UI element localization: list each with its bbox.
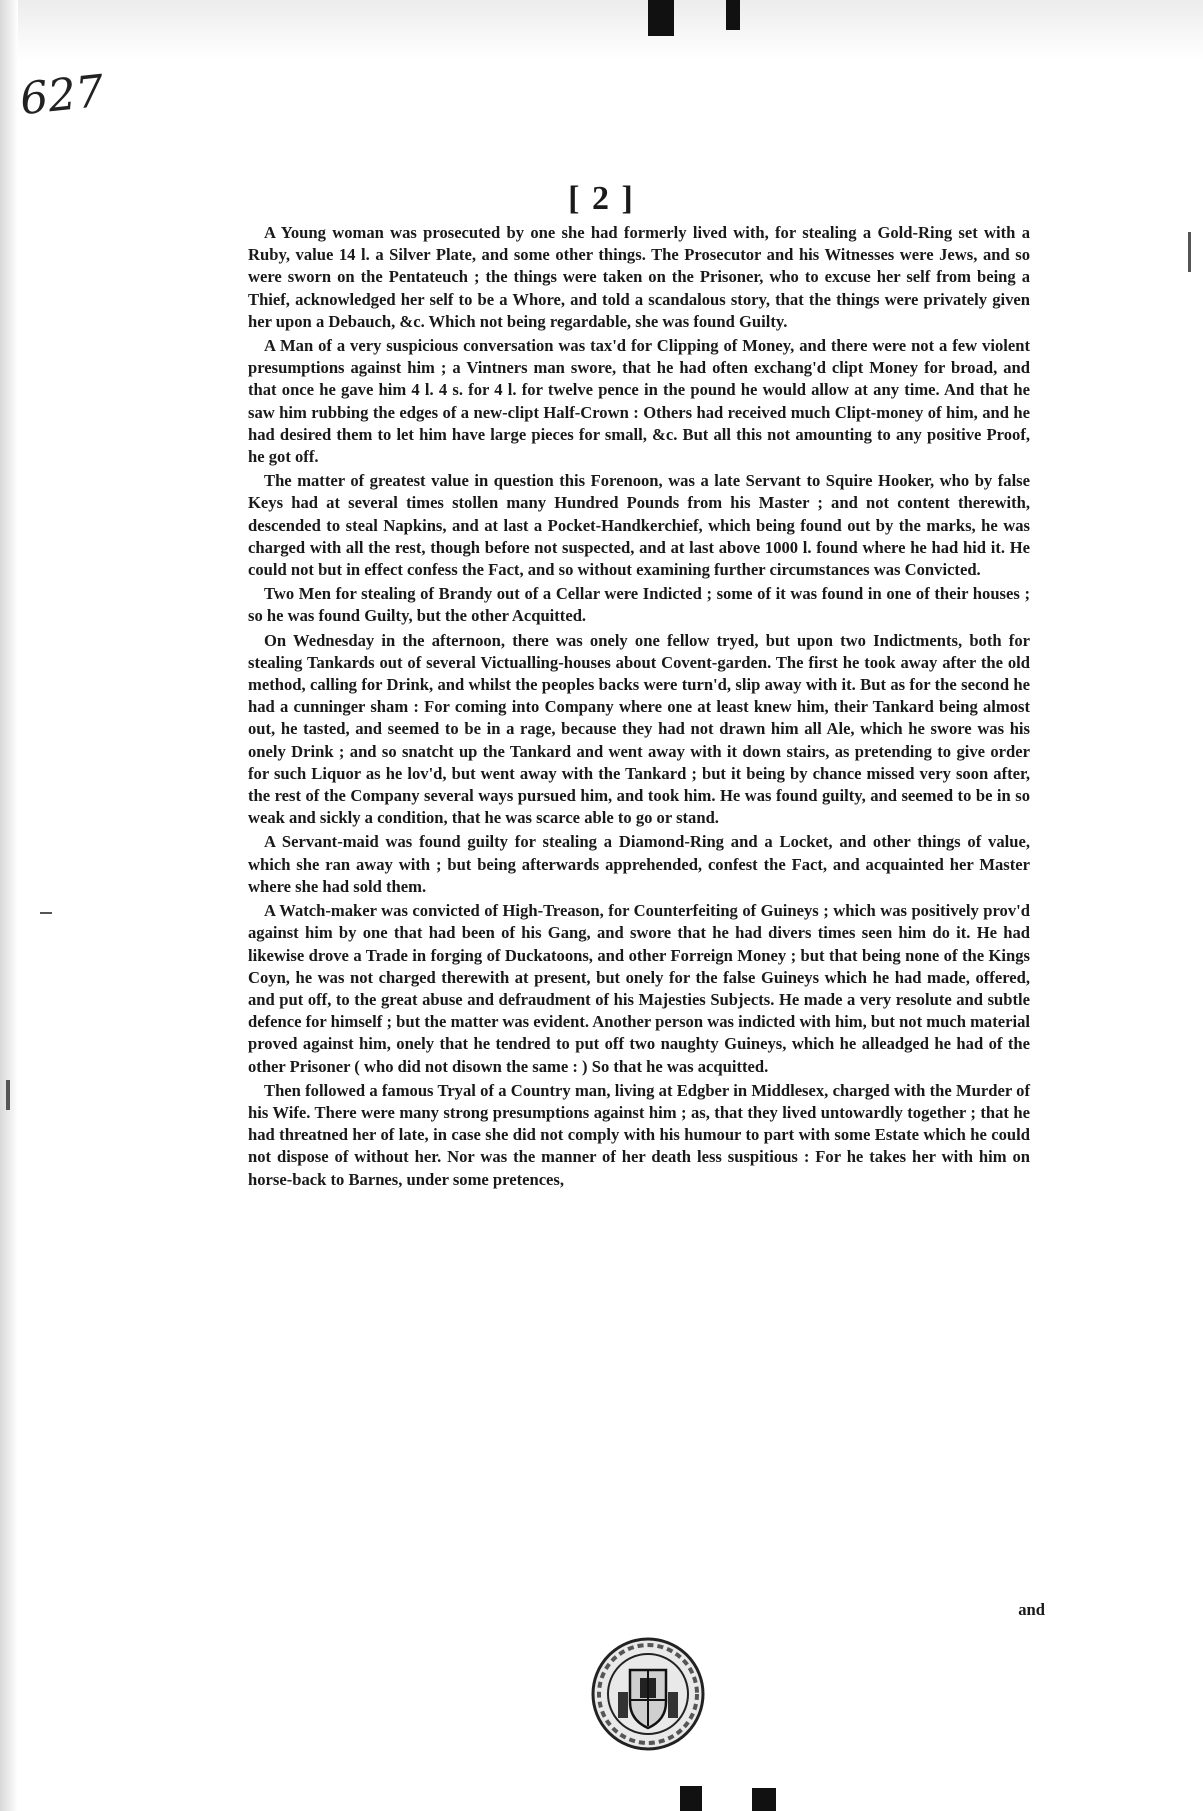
catchword: and (1018, 1600, 1045, 1619)
binding-tab-mark (752, 1788, 776, 1811)
paragraph: A Watch-maker was convicted of High-Treason, for Counterfeiting of Guineys ; which was positively prov'd against him by one that had been of his Gang, and swore that he had divers times seen him do it. He had likewise drove a Trade in forging of Duckatoons, and other Forreign Money ; but that being none of the Kings Coyn, he was not charged therewith at present, but onely for the false Guineys which he had made, offered, and put off, to the great abuse and defraudment of his Majesties Subjects. He made a very resolute and subtle defence for himself ; but the matter was evident. Another person was indicted with him, but not much material proved against him, onely that he tendred to put off two naughty Guineys, which he alleadged he had of the other Prisoner ( who did not disown the same : ) So that he was acquitted. (248, 901, 1030, 1076)
paragraph: Then followed a famous Tryal of a Country man, living at Edgber in Middlesex, charged with the Murder of his Wife. There were many strong presumptions against him ; as, that they lived untowardly together ; that he had threatned her of late, in case she did not comply with his humour to part with some Estate which he could not dispose of without her. Nor was the manner of her death less suspitious : For he takes her with him on horse-back to Barnes, under some pretences, (248, 1080, 1030, 1189)
library-seal-icon (590, 1636, 706, 1752)
paragraph: The matter of greatest value in question this Forenoon, was a late Servant to Squire Hooker, who by false Keys had at several times stollen many Hundred Pounds from his Master ; and not content therewith, descended to steal Napkins, and at last a Pocket-Handkerchief, which being found out by the marks, he was charged with all the rest, though before not suspected, and at last above 1000 l. found where he had hid it. He could not but in effect confess the Fact, and so without examining further circumstances was Convicted. (248, 471, 1030, 580)
page-number: [ 2 ] (568, 180, 635, 217)
paragraph: A Young woman was prosecuted by one she had formerly lived with, for stealing a Gold-Ring set with a Ruby, value 14 l. a Silver Plate, and some other things. The Prosecutor and his Witnesses were Jews, and so were sworn on the Pentateuch ; the things were taken on the Prisoner, who to excuse her self from being a Thief, acknowledged her self to be a Whore, and told a scandalous story, that the things were privately given her upon a Debauch, &c. Which not being regardable, she was found Guilty. (248, 223, 1030, 331)
scan-shadow-top (0, 0, 1203, 60)
paragraph: On Wednesday in the afternoon, there was onely one fellow tryed, but upon two Indictments, both for stealing Tankards out of several Victualling-houses about Covent-garden. The first he took away after the old method, calling for Drink, and whilst the peoples backs were turn'd, slip away with it. But as for the second he had a cunninger sham : For coming into Company where one at least knew him, their Tankard being almost out, he tasted, and seemed to be in a rage, because they had not drawn him all Ale, which he swore was his onely Drink ; and so snatcht up the Tankard and went away with it down stairs, as pretending to give order for such Liquor as he lov'd, but went away with the Tankard ; but it being by chance missed very soon after, the rest of the Company several ways pursued him, and took him. He was found guilty, and seemed to be in so weak and sickly a condition, that he was scarce able to go or stand. (248, 630, 1030, 828)
paragraph: A Man of a very suspicious conversation was tax'd for Clipping of Money, and there were not a few violent presumptions against him ; a Vintners man swore, that he had often exchang'd clipt Money for broad, and that once he gave him 4 l. 4 s. for 4 l. for twelve pence in the pound he would allow at any time. And that he saw him rubbing the edges of a new-clipt Half-Crown : Others had received much Clipt-money of him, and he had desired them to let him have large pieces for small, &c. But all this not amounting to any positive Proof, he got off. (248, 336, 1030, 467)
scan-shadow-left (0, 0, 18, 1811)
paragraph: A Servant-maid was found guilty for stealing a Diamond-Ring and a Locket, and other things of value, which she ran away with ; but being afterwards apprehended, confest the Fact, and acquainted her Master where she had sold them. (248, 832, 1030, 896)
margin-mark (6, 1080, 10, 1110)
margin-mark (40, 912, 52, 914)
margin-mark (1188, 232, 1191, 272)
binding-tab-mark (726, 0, 740, 30)
archive-handwritten-number: 627 (17, 65, 107, 126)
binding-tab-mark (648, 0, 674, 36)
binding-tab-mark (680, 1786, 702, 1811)
paragraph: Two Men for stealing of Brandy out of a Cellar were Indicted ; some of it was found in one of their houses ; so he was found Guilty, but the other Acquitted. (248, 584, 1030, 626)
body-text (248, 222, 1030, 1193)
